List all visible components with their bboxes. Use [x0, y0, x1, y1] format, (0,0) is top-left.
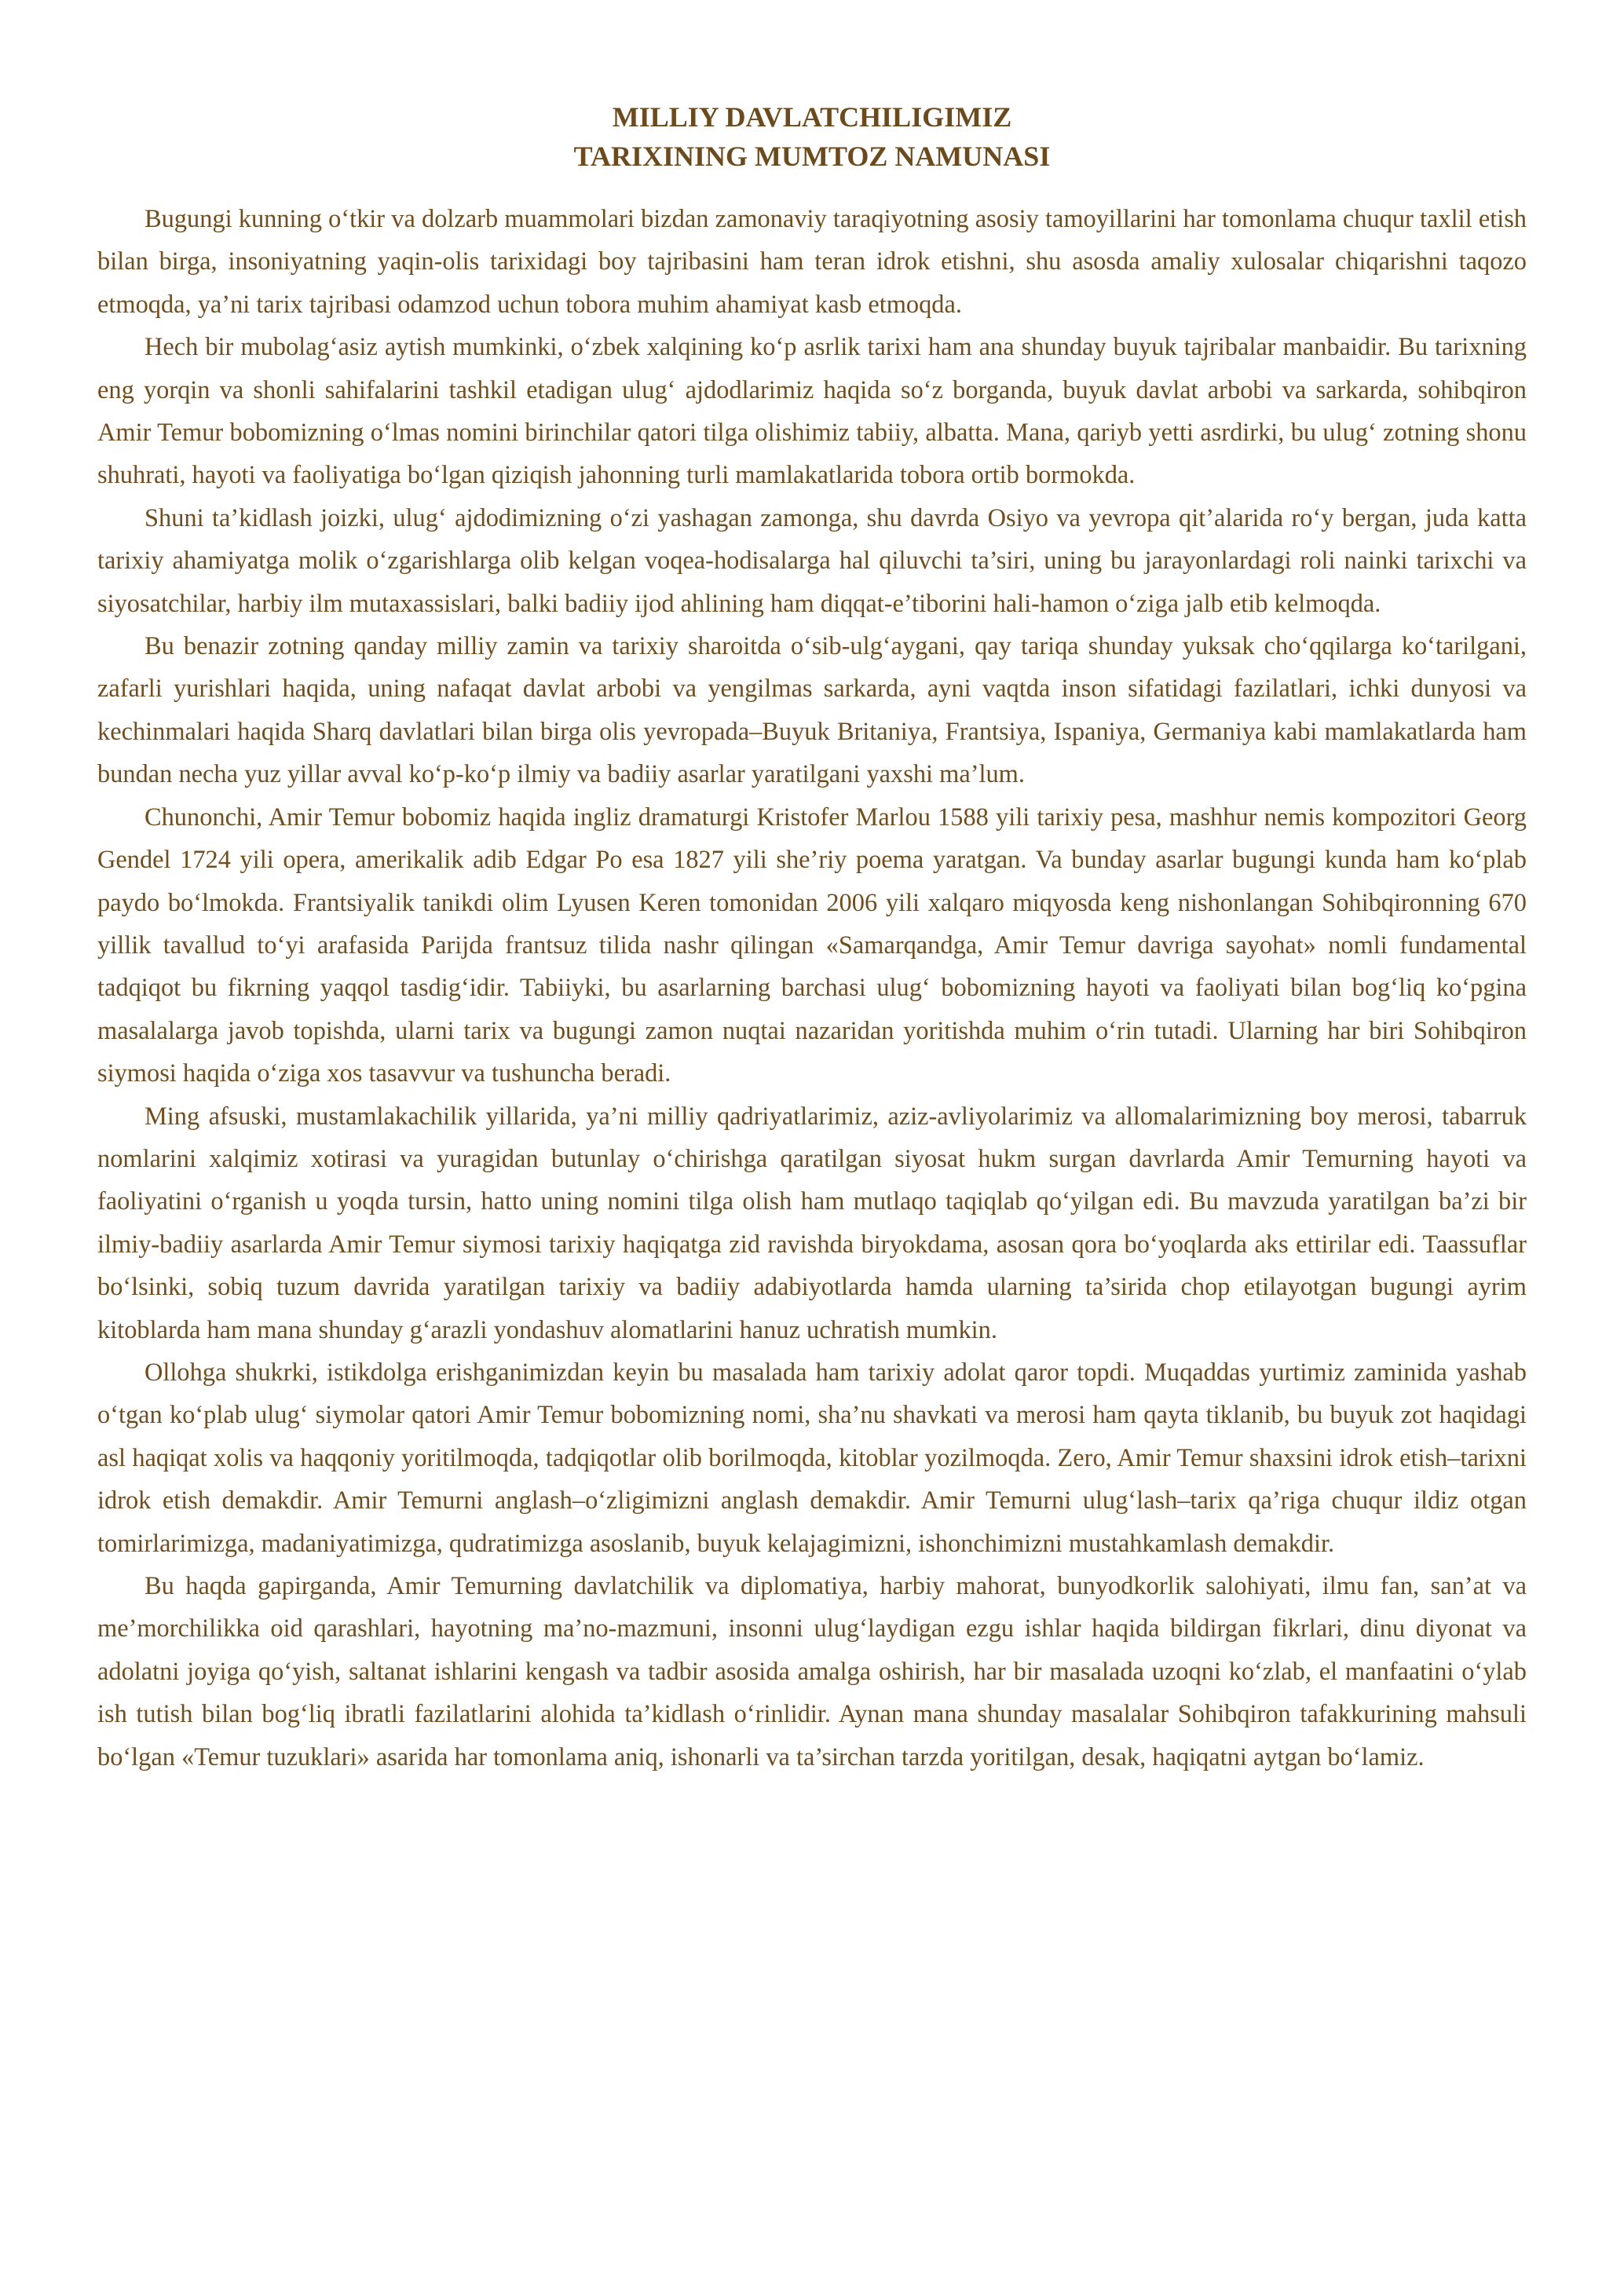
- paragraph-4: Bu benazir zotning qanday milliy zamin va tarixiy sharoitda o‘sib-ulg‘aygani, qay tariqa shunday yuksak cho‘qqilarga ko‘tarilgani, zafarli yurishlari haqida, uning nafaqat davlat arbobi va yengilmas sarkarda, ayni vaqtda inson sifatidagi fazilatlari, ichki dunyosi va kechinmalari haqida Sharq davlatlari bilan birga olis yevropada–Buyuk Britaniya, Frantsiya, Ispaniya, Germaniya kabi mamlakatlarda ham bundan necha yuz yillar avval ko‘p-ko‘p ilmiy va badiiy asarlar yaratilgani yaxshi ma’lum.: [97, 632, 1527, 789]
- paragraph-8: Bu haqda gapirganda, Amir Temurning davlatchilik va diplomatiya, harbiy mahorat, bunyodkorlik salohiyati, ilmu fan, san’at va me’morchilikka oid qarashlari, hayotning ma’no-mazmuni, insonni ulug‘laydigan ezgu ishlar haqida bildirgan fikrlari, dinu diyonat va adolatni joyiga qo‘yish, saltanat ishlarini kengash va tadbir asosida amalga oshirish, har bir masalada uzoqni ko‘zlab, el manfaatini o‘ylab ish tutish bilan bog‘liq ibratli fazilatlarini alohida ta’kidlash o‘rinlidir. Aynan mana shunday masalalar Sohibqiron tafakkurining mahsuli bo‘lgan «Temur tuzuklari» asarida har tomonlama aniq, ishonarli va ta’sirchan tarzda yoritilgan, desak, haqiqatni aytgan bo‘lamiz.: [97, 1572, 1527, 1771]
- document-page: [97, 97, 1527, 1779]
- paragraph-3: Shuni ta’kidlash joizki, ulug‘ ajdodimizning o‘zi yashagan zamonga, shu davrda Osiyo va yevropa qit’alarida ro‘y bergan, juda katta tarixiy ahamiyatga molik o‘zgarishlarga olib kelgan voqea-hodisalarga hal qiluvchi ta’siri, uning bu jarayonlardagi roli nainki tarixchi va siyosatchilar, harbiy ilm mutaxassislari, balki badiiy ijod ahlining ham diqqat-e’tiborini hali-hamon o‘ziga jalb etib kelmoqda.: [97, 503, 1527, 618]
- paragraph-5: Chunonchi, Amir Temur bobomiz haqida ingliz dramaturgi Kristofer Marlou 1588 yili tarixiy pesa, mashhur nemis kompozitori Georg Gendel 1724 yili opera, amerikalik adib Edgar Po esa 1827 yili she’riy poema yaratgan. Va bunday asarlar bugungi kunda ham ko‘plab paydo bo‘lmokda. Frantsiyalik tanikdi olim Lyusen Keren tomonidan 2006 yili xalqaro miqyosda keng nishonlangan Sohibqironning 670 yillik tavallud to‘yi arafasida Parijda frantsuz tilida nashr qilingan «Samarqandga, Amir Temur davriga sayohat» nomli fundamental tadqiqot bu fikrning yaqqol tasdig‘idir. Tabiiyki, bu asarlarning barchasi ulug‘ bobomizning hayoti va faoliyati bilan bog‘liq ko‘pgina masalalarga javob topishda, ularni tarix va bugungi zamon nuqtai nazaridan yoritishda muhim o‘rin tutadi. Ularning har biri Sohibqiron siymosi haqida o‘ziga xos tasavvur va tushuncha beradi.: [97, 803, 1527, 1088]
- paragraph-2: Hech bir mubolag‘asiz aytish mumkinki, o‘zbek xalqining ko‘p asrlik tarixi ham ana shunday buyuk tajribalar manbaidir. Bu tarixning eng yorqin va shonli sahifalarini tashkil etadigan ulug‘ ajdodlarimiz haqida so‘z borganda, buyuk davlat arbobi va sarkarda, sohibqiron Amir Temur bobomizning o‘lmas nomini birinchilar qatori tilga olishimiz tabiiy, albatta. Mana, qariyb yetti asrdirki, bu ulug‘ zotning shonu shuhrati, hayoti va faoliyatiga bo‘lgan qiziqish jahonning turli mamlakatlarida tobora ortib bormokda.: [97, 333, 1527, 490]
- page-title: [97, 97, 1527, 176]
- paragraph-7: Ollohga shukrki, istikdolga erishganimizdan keyin bu masalada ham tarixiy adolat qaror topdi. Muqaddas yurtimiz zaminida yashab o‘tgan ko‘plab ulug‘ siymolar qatori Amir Temur bobomizning nomi, sha’nu shavkati va merosi ham qayta tiklanib, bu buyuk zot haqidagi asl haqiqat xolis va haqqoniy yoritilmoqda, tadqiqotlar olib borilmoqda, kitoblar yozilmoqda. Zero, Amir Temur shaxsini idrok etish–tarixni idrok etish demakdir. Amir Temurni anglash–o‘zligimizni anglash demakdir. Amir Temurni ulug‘lash–tarix qa’riga chuqur ildiz otgan tomirlarimizga, madaniyatimizga, qudratimizga asoslanib, buyuk kelajagimizni, ishonchimizni mustahkamlash demakdir.: [97, 1358, 1527, 1558]
- paragraph-1: Bugungi kunning o‘tkir va dolzarb muammolari bizdan zamonaviy taraqiyotning asosiy tamoyillarini har tomonlama chuqur taxlil etish bilan birga, insoniyatning yaqin-olis tarixidagi boy tajribasini ham teran idrok etishni, shu asosda amaliy xulosalar chiqarishni taqozo etmoqda, ya’ni tarix tajribasi odamzod uchun tobora muhim ahamiyat kasb etmoqda.: [97, 205, 1527, 319]
- title-line-1: MILLIY DAVLATCHILIGIMIZ: [612, 101, 1012, 133]
- title-line-2: TARIXINING MUMTOZ NAMUNASI: [573, 141, 1051, 172]
- paragraph-6: Ming afsuski, mustamlakachilik yillarida, ya’ni milliy qadriyatlarimiz, aziz-avliyolarimiz va allomalarimizning boy merosi, tabarruk nomlarini xalqimiz xotirasi va yuragidan butunlay o‘chirishga qaratilgan siyosat hukm surgan davrlarda Amir Temurning hayoti va faoliyatini o‘rganish u yoqda tursin, hatto uning nomini tilga olish ham mutlaqo taqiqlab qo‘yilgan edi. Bu mavzuda yaratilgan ba’zi bir ilmiy-badiiy asarlarda Amir Temur siymosi tarixiy haqiqatga zid ravishda biryokdama, asosan qora bo‘yoqlarda aks ettirilar edi. Taassuflar bo‘lsinki, sobiq tuzum davrida yaratilgan tarixiy va badiiy adabiyotlarda hamda ularning ta’sirida chop etilayotgan bugungi ayrim kitoblarda ham mana shunday g‘arazli yondashuv alomatlarini hanuz uchratish mumkin.: [97, 1102, 1527, 1344]
